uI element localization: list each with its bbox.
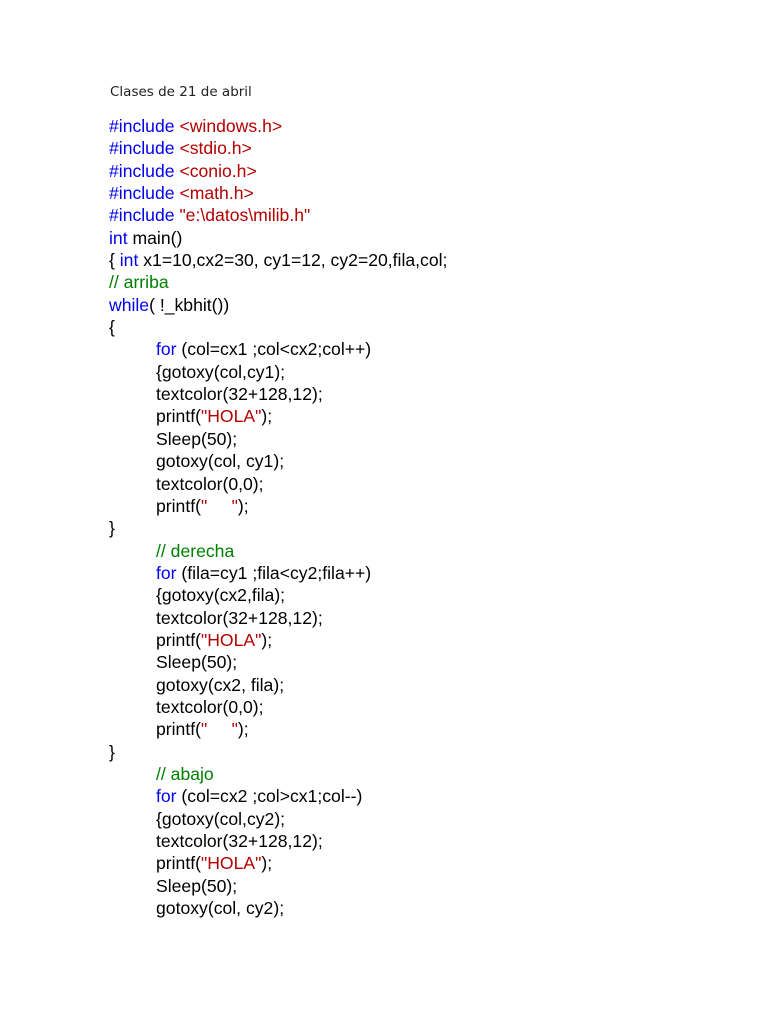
code-line [109, 674, 447, 696]
code-keyword: #include [109, 160, 180, 181]
code-keyword: int [119, 250, 139, 271]
code-line [109, 249, 447, 271]
code-string: "HOLA" [200, 406, 262, 427]
code-text: ); [237, 495, 249, 516]
code-string: " " [200, 495, 238, 516]
code-text: {gotoxy(col,cy2); [156, 808, 286, 829]
code-keyword: #include [109, 138, 180, 159]
code-keyword: #include [109, 116, 180, 136]
code-comment: // arriba [109, 272, 169, 293]
code-line [109, 763, 447, 785]
code-line [109, 584, 447, 606]
code-text: Sleep(50); [156, 652, 238, 673]
code-text: printf( [156, 853, 201, 874]
code-text: Sleep(50); [156, 428, 238, 449]
code-comment: // derecha [156, 540, 235, 561]
code-text: textcolor(32+128,12); [156, 607, 323, 628]
code-keyword: int [109, 227, 128, 248]
code-text: printf( [156, 629, 201, 650]
code-text: gotoxy(col, cy2); [156, 898, 285, 919]
code-text: ); [261, 629, 273, 650]
code-text: {gotoxy(cx2,fila); [156, 585, 286, 606]
code-keyword: while [109, 294, 150, 315]
code-text: (fila=cy1 ;fila<cy2;fila++) [176, 562, 372, 583]
code-text: ); [261, 406, 273, 427]
code-line [109, 540, 447, 562]
code-text: gotoxy(cx2, fila); [156, 674, 285, 695]
code-text: textcolor(32+128,12); [156, 384, 323, 405]
code-line [109, 405, 447, 427]
code-text: } [109, 741, 115, 762]
code-text: textcolor(0,0); [156, 696, 264, 717]
code-listing [109, 115, 447, 919]
code-text: (col=cx1 ;col<cx2;col++) [176, 339, 372, 360]
code-text: printf( [156, 495, 201, 516]
page-heading: Clases de 21 de abril [110, 84, 252, 100]
code-line [109, 450, 447, 472]
code-string: "e:\datos\milib.h" [179, 205, 311, 226]
code-text: printf( [156, 719, 201, 740]
code-line [109, 830, 447, 852]
code-line [109, 785, 447, 807]
code-text: gotoxy(col, cy1); [156, 451, 285, 472]
code-line [109, 651, 447, 673]
code-text: (col=cx2 ;col>cx1;col--) [176, 786, 363, 807]
code-comment: // abajo [156, 763, 214, 784]
code-text: printf( [156, 406, 201, 427]
code-line [109, 383, 447, 405]
code-text: main() [127, 227, 183, 248]
code-line [109, 361, 447, 383]
code-line [109, 182, 447, 204]
code-text: Sleep(50); [156, 875, 238, 896]
code-string: <stdio.h> [179, 138, 252, 159]
code-text: x1=10,cx2=30, cy1=12, cy2=20,fila,col; [138, 250, 448, 271]
code-line [109, 204, 447, 226]
code-line [109, 897, 447, 919]
code-line [109, 473, 447, 495]
code-line [109, 495, 447, 517]
code-text: ); [237, 719, 249, 740]
code-string: "HOLA" [200, 853, 262, 874]
code-string: <windows.h> [179, 116, 283, 136]
code-line [109, 227, 447, 249]
code-text: {gotoxy(col,cy1); [156, 361, 286, 382]
code-keyword: #include [109, 183, 180, 204]
code-text: textcolor(32+128,12); [156, 831, 323, 851]
code-text: } [109, 518, 115, 539]
code-line [109, 875, 447, 897]
code-line [109, 160, 447, 182]
code-text: ( !_kbhit()) [149, 294, 230, 315]
code-string: <math.h> [179, 183, 254, 204]
code-keyword: for [156, 339, 177, 360]
code-line [109, 607, 447, 629]
code-line [109, 808, 447, 830]
code-line [109, 562, 447, 584]
code-text: { [109, 317, 115, 338]
code-keyword: #include [109, 205, 180, 226]
code-text: ); [261, 853, 273, 874]
code-keyword: for [156, 786, 177, 807]
code-line [109, 852, 447, 874]
code-string: <conio.h> [179, 160, 257, 181]
code-line [109, 629, 447, 651]
code-string: "HOLA" [200, 629, 262, 650]
code-line [109, 741, 447, 763]
code-line [109, 517, 447, 539]
code-line [109, 316, 447, 338]
code-text: textcolor(0,0); [156, 473, 264, 494]
code-line [109, 718, 447, 740]
code-line [109, 137, 447, 159]
code-line [109, 271, 447, 293]
code-keyword: for [156, 562, 177, 583]
code-text: { [109, 250, 120, 271]
code-line [109, 428, 447, 450]
code-line [109, 115, 447, 137]
code-line [109, 338, 447, 360]
code-line [109, 294, 447, 316]
code-string: " " [200, 719, 238, 740]
code-line [109, 696, 447, 718]
